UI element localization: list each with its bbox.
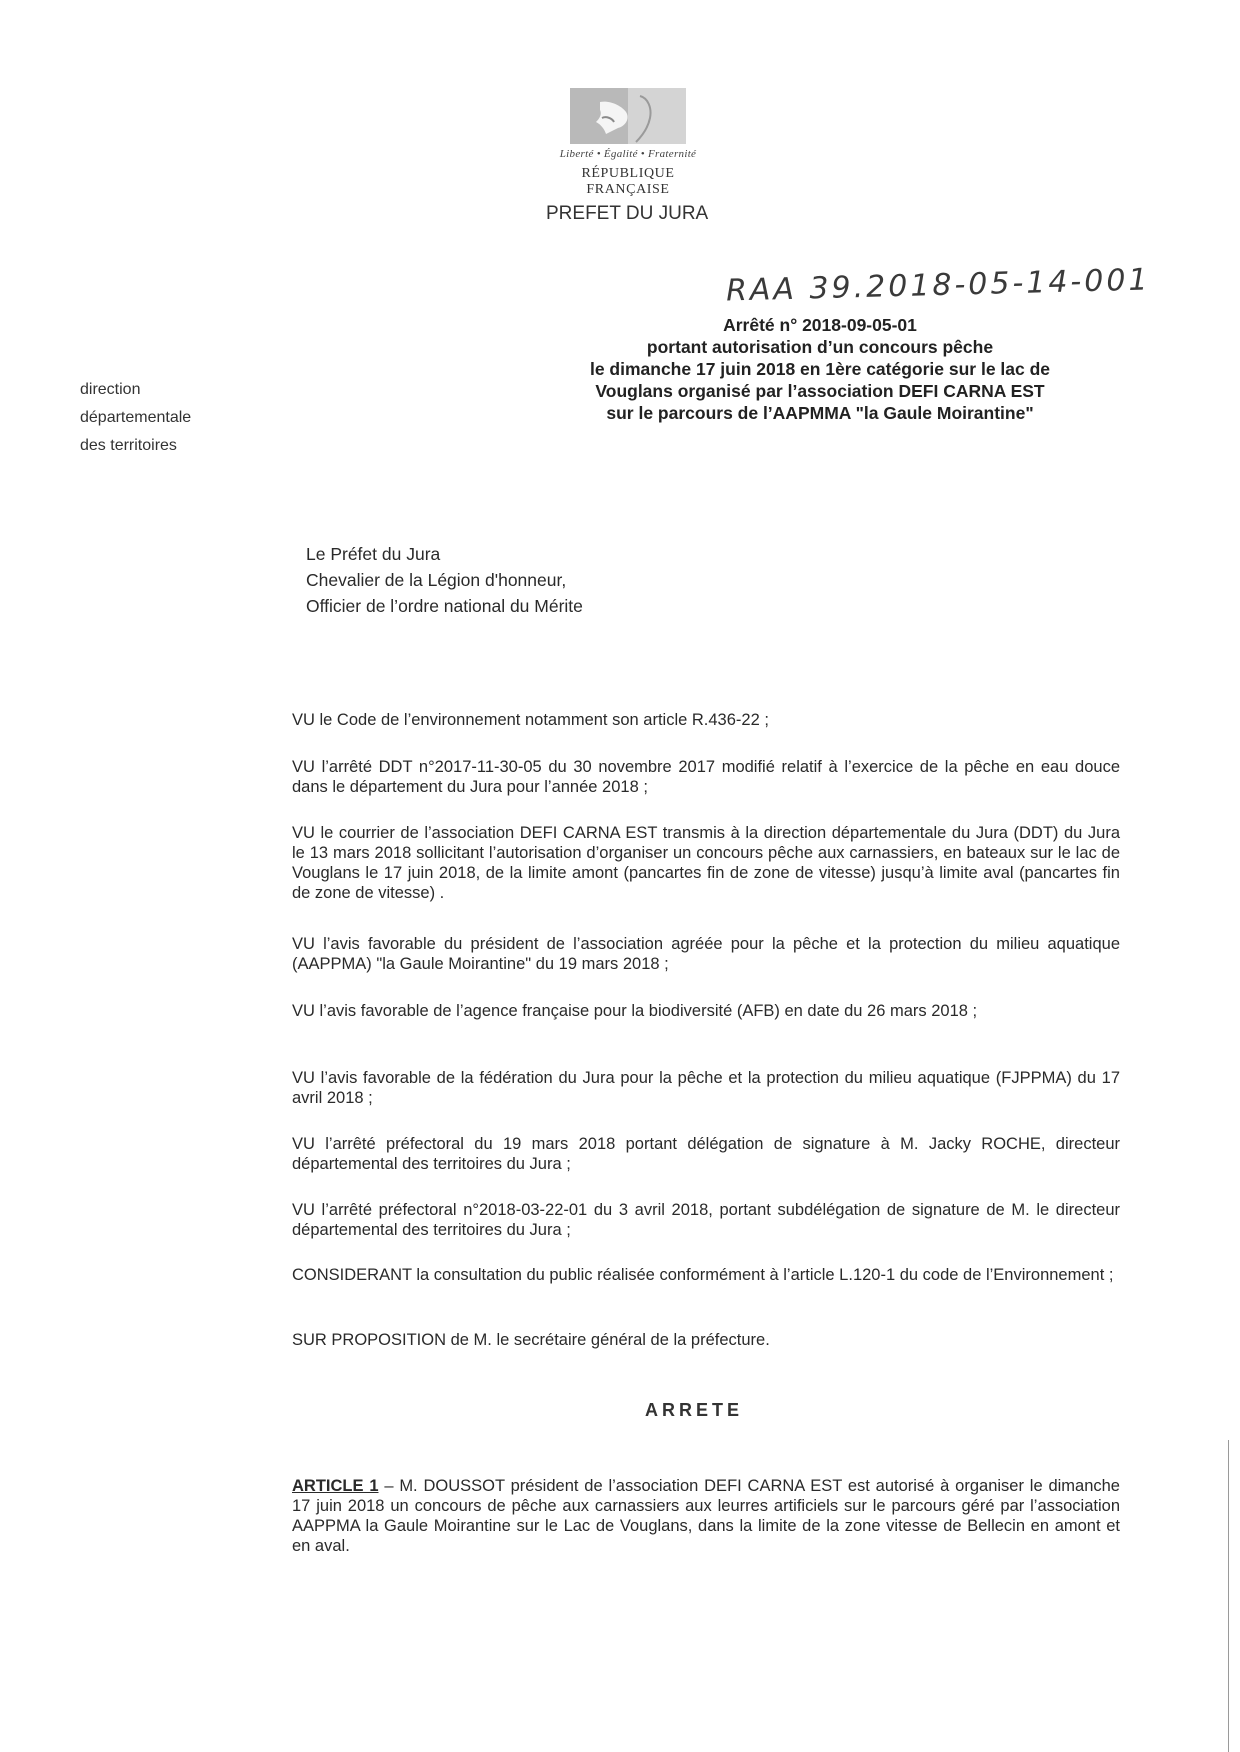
issuing-service: [80, 376, 191, 460]
republic-motto: Liberté • Égalité • Fraternité: [559, 148, 697, 160]
marianne-logo: [543, 88, 713, 198]
service-line: des territoires: [80, 437, 177, 454]
scan-artifact-line: [1228, 1440, 1229, 1752]
marianne-emblem-icon: [570, 88, 686, 144]
prefect-title-line: Officier de l’ordre national du Mérite: [306, 596, 583, 616]
decree-number: Arrêté n° 2018-09-05-01: [723, 315, 917, 335]
proposition-paragraph: SUR PROPOSITION de M. le secrétaire général de la préfecture.: [292, 1331, 770, 1349]
visa-paragraph: VU l’avis favorable de l’agence française pour la biodiversité (AFB) en date du 26 mars 2018 ;: [292, 1002, 978, 1020]
republic-name: RÉPUBLIQUE FRANÇAISE: [581, 166, 675, 197]
arrete-heading: ARRETE: [645, 1400, 744, 1420]
article-1-label: ARTICLE 1: [292, 1477, 379, 1495]
service-line: direction: [80, 381, 141, 398]
visa-paragraph: VU l’arrêté préfectoral n°2018-03-22-01 du 3 avril 2018, portant subdélégation de signature de M. le directeur départemental des territoires du Jura ;: [292, 1201, 1120, 1239]
prefect-title-line: Chevalier de la Légion d'honneur,: [306, 570, 567, 590]
title-line: le dimanche 17 juin 2018 en 1ère catégorie sur le lac de: [589, 359, 1051, 379]
visa-paragraph: VU l’arrêté préfectoral du 19 mars 2018 portant délégation de signature à M. Jacky ROCHE, directeur départemental des territoires du Jura ;: [292, 1135, 1120, 1173]
prefect-title-line: Le Préfet du Jura: [306, 544, 441, 564]
title-line: portant autorisation d’un concours pêche: [646, 337, 994, 357]
considerant-paragraph: CONSIDERANT la consultation du public réalisée conformément à l’article L.120-1 du code de l’Environnement ;: [292, 1266, 1114, 1284]
visa-paragraph: VU l’avis favorable de la fédération du Jura pour la pêche et la protection du milieu aquatique (FJPPMA) du 17 avril 2018 ;: [292, 1069, 1120, 1107]
article-1-text: – M. DOUSSOT président de l’association DEFI CARNA EST est autorisé à organiser le dimanche 17 juin 2018 un concours de pêche aux carnassiers aux leurres artificiels sur le parcours géré par l’association AAPPMA la Gaule Moirantine sur le Lac de Vouglans, dans la limite de la zone vitesse de Bellecin en amont et en aval.: [292, 1477, 1120, 1555]
title-line: Vouglans organisé par l’association DEFI CARNA EST: [595, 381, 1045, 401]
decree-title: [520, 314, 1120, 424]
handwritten-reference: RAA 39.2018-05-14-001: [725, 262, 1151, 309]
visa-paragraph: VU l’arrêté DDT n°2017-11-30-05 du 30 novembre 2017 modifié relatif à l’exercice de la pêche en eau douce dans le département du Jura pour l’année 2018 ;: [292, 758, 1120, 796]
service-line: départementale: [80, 409, 192, 426]
visa-paragraph: VU l’avis favorable du président de l’association agréée pour la pêche et la protection du milieu aquatique (AAPPMA) "la Gaule Moirantine" du 19 mars 2018 ;: [292, 935, 1120, 973]
visa-paragraph: VU le courrier de l’association DEFI CARNA EST transmis à la direction départementale du Jura (DDT) du Jura le 13 mars 2018 sollicitant l’autorisation d’organiser un concours pêche aux carnassiers, en bateaux sur le lac de Vouglans le 17 juin 2018, de la limite amont (pancartes fin de zone de vitesse) jusqu’à limite aval (pancartes fin de zone de vitesse) .: [292, 824, 1120, 902]
title-line: sur le parcours de l’AAPMMA "la Gaule Moirantine": [606, 403, 1034, 423]
visa-paragraph: VU le Code de l’environnement notamment son article R.436-22 ;: [292, 711, 769, 729]
prefect-titles: [306, 541, 583, 619]
prefecture-name: PREFET DU JURA: [546, 203, 709, 224]
article-1: [292, 1476, 1120, 1556]
